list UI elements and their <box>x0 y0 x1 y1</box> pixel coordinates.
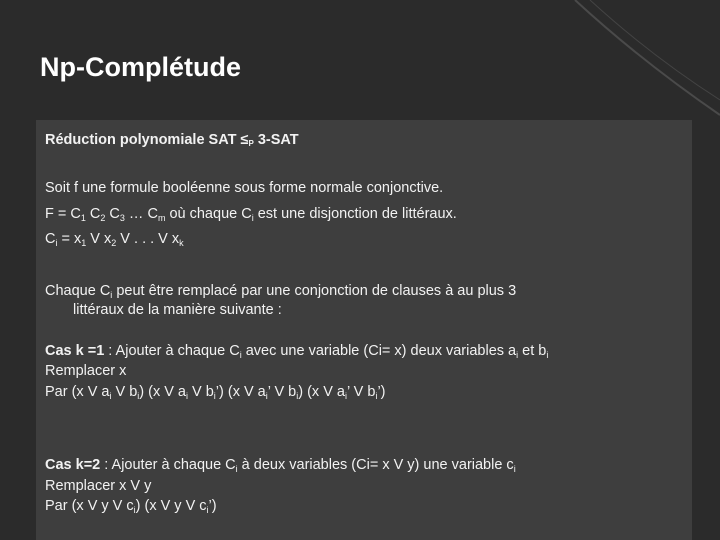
intro-line-1: Chaque $C_i$ peut être remplacé par une conjonction de clauses à au plus 3 <box>45 283 517 300</box>
definition-line-1: Soit f une formule booléenne sous forme normale conjonctive. <box>45 180 444 196</box>
case2-line-3: Par (x V y V $c_i$) (x V y V $c_i$’) <box>45 498 217 515</box>
definition-line-3: $C_i = x_1$ V $x_2$ V . . . V $x_k$ <box>45 231 184 248</box>
slide-title: Np-Complétude <box>40 52 241 82</box>
reduction-heading: Réduction polynomiale SAT $\le_P$ 3-SAT <box>45 132 299 148</box>
case2-line-1: Cas k=2 : Ajouter à chaque $C_i$ à deux variables (Ci= x V y) une variable $c_i$ <box>45 457 516 474</box>
case1-line-1: Cas k =1 : Ajouter à chaque $C_i$ avec une variable (Ci= x) deux variables $a_i$ et $b_i$ <box>45 343 549 360</box>
case1-line-3: Par (x V $a_i$ V $b_i$) (x V $a_i$ V $b_i$’) (x V $a_i$’ V $b_i$) (x V $a_i$’ V $b_i$’) <box>45 384 386 401</box>
case1-line-2: Remplacer x <box>45 363 127 379</box>
case2-line-2: Remplacer x V y <box>45 478 152 494</box>
intro-line-2: littéraux de la manière suivante : <box>73 302 282 318</box>
definition-line-2: $F = C_1$ $C_2$ $C_3$ … $C_m$ où chaque $C_i$ est une disjonction de littéraux. <box>45 206 457 223</box>
